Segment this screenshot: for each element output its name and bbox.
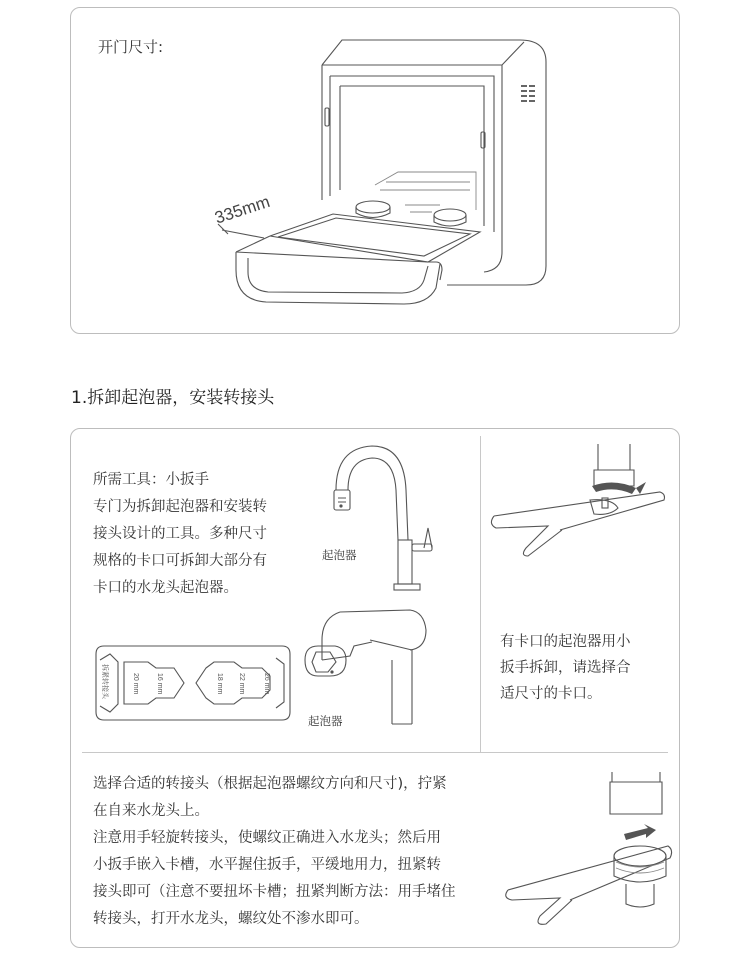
install-instruction-line: 注意用手轻旋转接头，使螺纹正确进入水龙头；然后用 <box>93 830 441 846</box>
gooseneck-faucet-illustration <box>320 440 470 600</box>
right-tip-line: 有卡口的起泡器用小 <box>500 634 631 650</box>
adapter-install-illustration <box>505 770 675 940</box>
door-size-title: 开门尺寸: <box>98 38 164 56</box>
install-instruction-line: 接头即可（注意不要扭坏卡槽；扭紧判断方法：用手堵住 <box>93 884 456 900</box>
aerator-label: 起泡器 <box>308 714 343 728</box>
aerator-label: 起泡器 <box>322 548 357 562</box>
install-instruction-line: 转接头，打开水龙头，螺纹处不渗水即可。 <box>93 911 369 927</box>
dishwasher-open-door-illustration <box>200 35 560 310</box>
tool-text-line: 专门为拆卸起泡器和安装转 <box>93 499 267 515</box>
wrench-size-label: 22 mm <box>238 673 245 695</box>
wrench-size-label: 18 mm <box>216 673 223 695</box>
wrench-sizes-illustration <box>92 638 292 730</box>
wrench-label: 拆紧转接头 <box>101 664 108 699</box>
panel-divider-vertical <box>480 436 481 752</box>
install-instruction-line: 选择合适的转接头（根据起泡器螺纹方向和尺寸)，拧紧 <box>93 776 447 792</box>
right-tip-line: 扳手拆卸，请选择合 <box>500 660 631 676</box>
install-instruction-line: 在自来水龙头上。 <box>93 803 209 819</box>
section-heading: 1.拆卸起泡器，安装转接头 <box>71 388 275 408</box>
tool-text-line: 卡口的水龙头起泡器。 <box>93 580 238 596</box>
wrench-size-label: 26 mm <box>263 673 270 695</box>
tool-text-line: 所需工具：小扳手 <box>93 472 209 488</box>
right-tip-line: 适尺寸的卡口。 <box>500 686 602 702</box>
panel-divider-horizontal <box>82 752 668 753</box>
wrench-removing-aerator-illustration <box>490 440 670 560</box>
door-dimension-label: 335mm <box>212 191 273 228</box>
wrench-size-label: 16 mm <box>156 673 163 695</box>
tool-text-line: 接头设计的工具。多种尺寸 <box>93 526 267 542</box>
wrench-size-label: 20 mm <box>132 673 139 695</box>
install-instruction-line: 小扳手嵌入卡槽，水平握住扳手，平缓地用力，扭紧转 <box>93 857 441 873</box>
tool-text-line: 规格的卡口可拆卸大部分有 <box>93 553 267 569</box>
